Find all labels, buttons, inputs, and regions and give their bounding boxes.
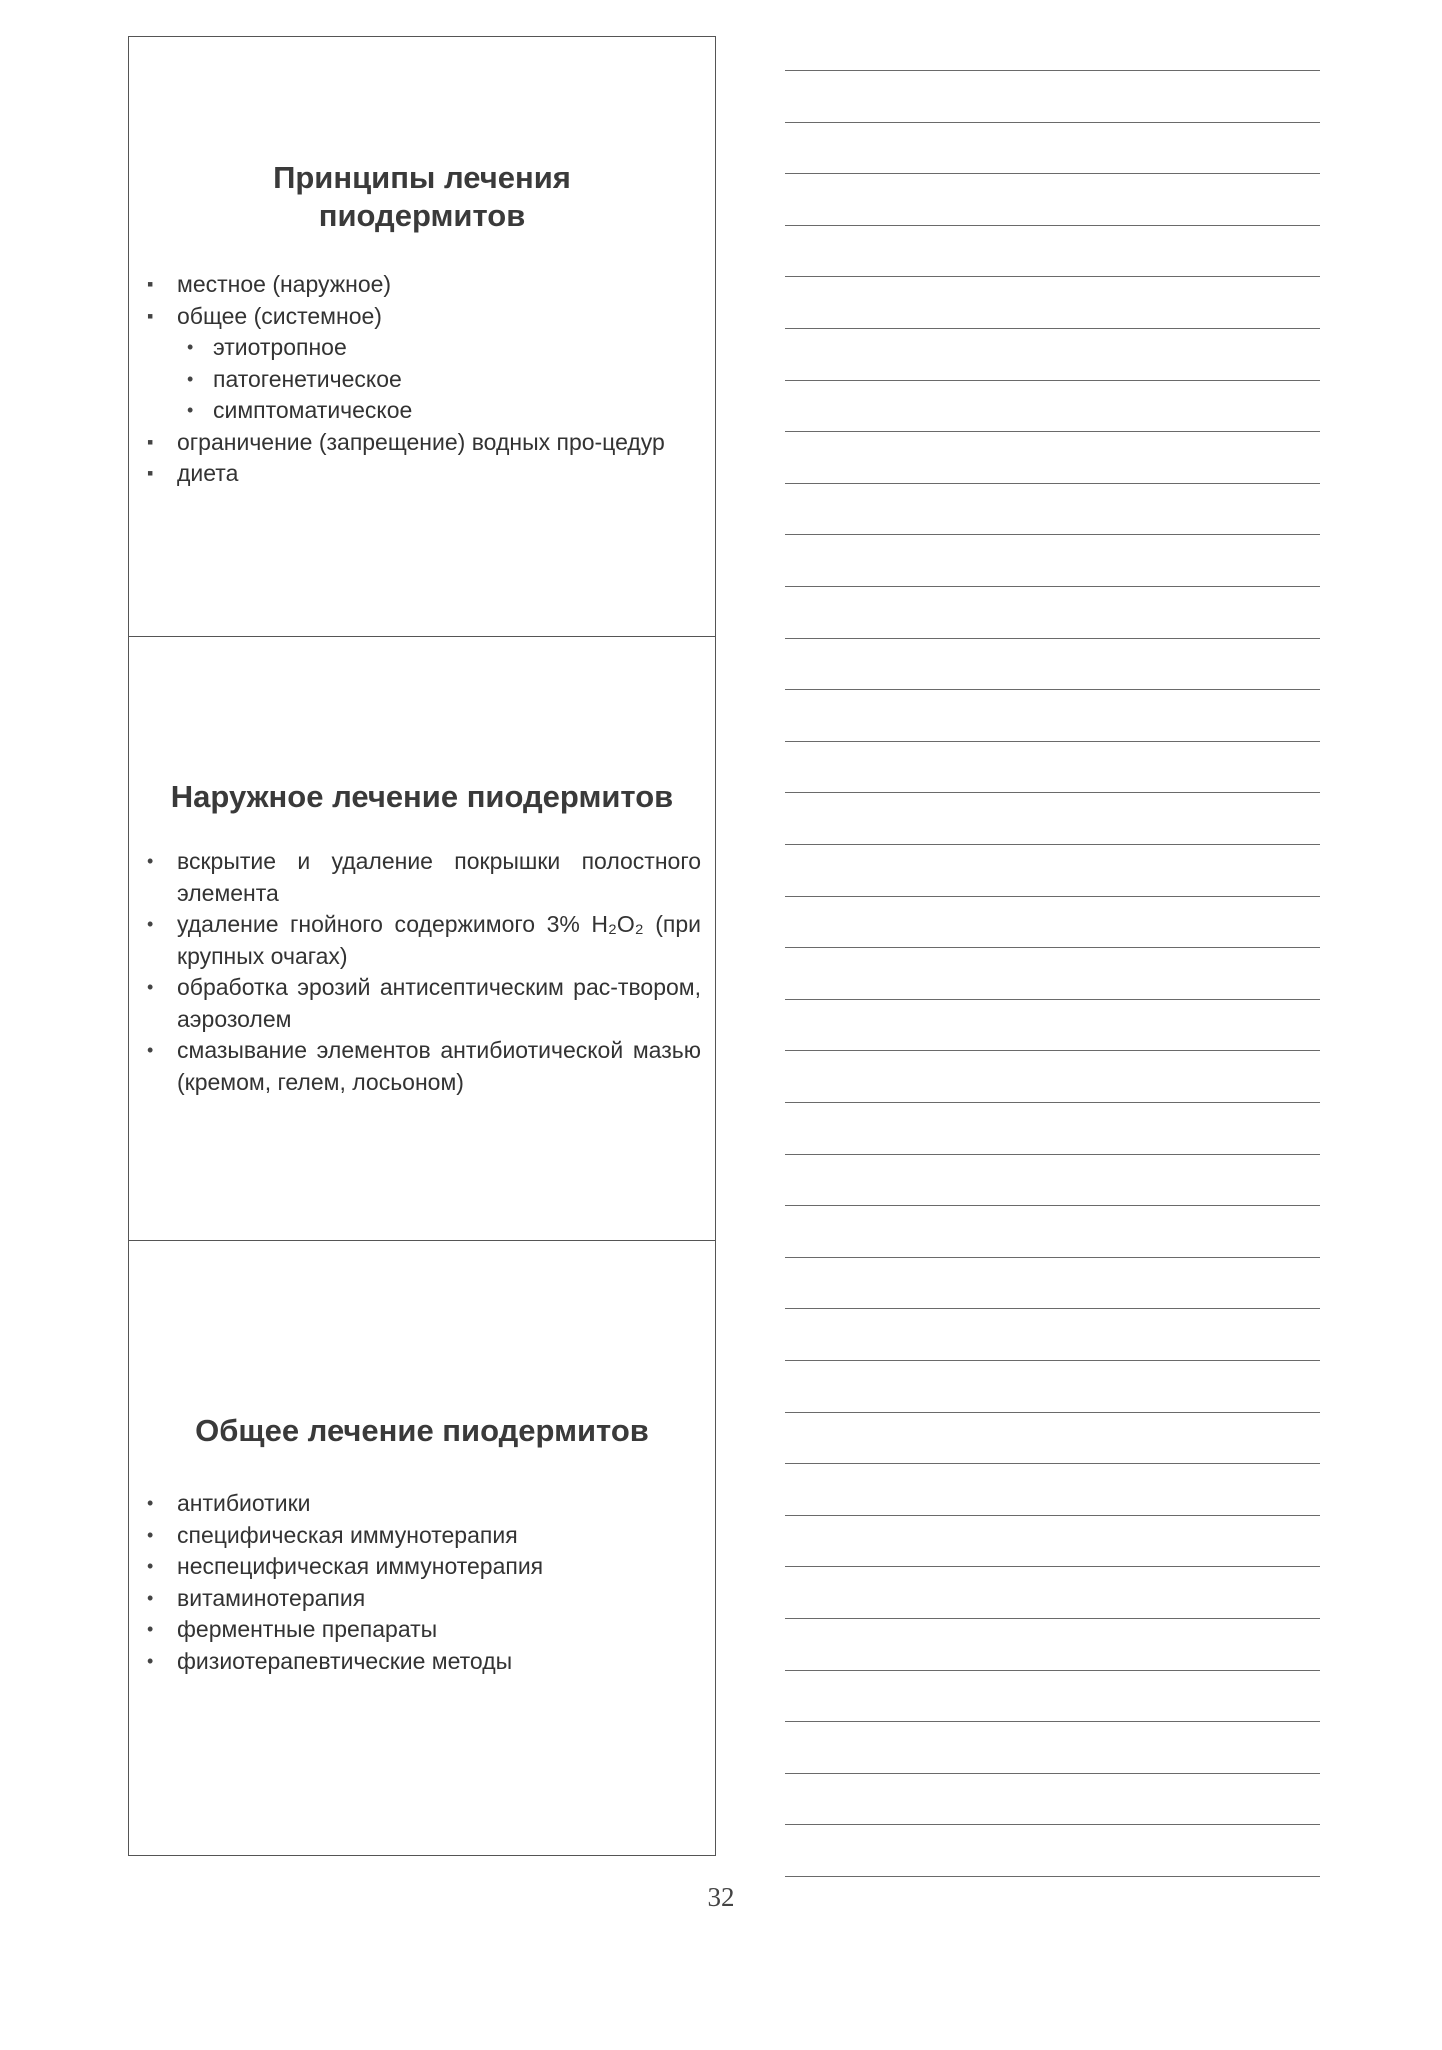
- list-item-text: специфическая иммунотерапия: [177, 1521, 518, 1548]
- list-item-text: местное (наружное): [177, 271, 392, 297]
- dot-bullet-icon: •: [187, 368, 194, 389]
- ruled-line: [785, 1618, 1320, 1619]
- list-item: [147, 1488, 701, 1520]
- list-item-text: антибиотики: [177, 1490, 311, 1516]
- square-bullet-icon: ▪: [147, 463, 154, 483]
- ruled-line: [785, 844, 1320, 845]
- ruled-line: [785, 1102, 1320, 1103]
- list-item: [147, 269, 701, 301]
- sub-list: [177, 332, 701, 427]
- ruled-line: [785, 328, 1320, 329]
- list-item-text: общее (системное): [177, 302, 382, 329]
- slide-topical-treatment: [128, 636, 716, 1242]
- dot-bullet-icon: •: [147, 1619, 154, 1639]
- list-item-text: диета: [177, 460, 239, 486]
- dot-bullet-icon: •: [147, 977, 154, 997]
- ruled-line: [785, 741, 1320, 742]
- list-item-text: смазывание элементов антибиотической мазью (кремом, гелем, лосьоном): [177, 1037, 701, 1095]
- list-item: [147, 1551, 701, 1583]
- ruled-line: [785, 1308, 1320, 1309]
- list-item: [147, 1646, 701, 1678]
- list-item-text: физиотерапевтические методы: [177, 1647, 513, 1674]
- ruled-line: [785, 276, 1320, 277]
- list-item: [147, 458, 701, 490]
- ruled-line: [785, 70, 1320, 71]
- ruled-line: [785, 225, 1320, 226]
- sub-list-item: [177, 364, 701, 396]
- dot-bullet-icon: •: [147, 1556, 154, 1576]
- square-bullet-icon: ▪: [147, 305, 154, 326]
- list-item-text: удаление гнойного содержимого 3% H₂O₂ (при крупных очагах): [177, 911, 701, 969]
- sub-item-text: патогенетическое: [213, 365, 402, 392]
- square-bullet-icon: ▪: [147, 274, 154, 294]
- ruled-line: [785, 792, 1320, 793]
- list-item-text: ферментные препараты: [177, 1616, 438, 1642]
- list-item-text: ограничение (запрещение) водных про-цедур: [177, 428, 665, 455]
- slide-systemic-treatment: [128, 1240, 716, 1856]
- dot-bullet-icon: •: [147, 1524, 154, 1545]
- slide-title: Принципы лечения пиодермитов: [273, 160, 571, 233]
- ruled-line: [785, 431, 1320, 432]
- list-item: [147, 301, 701, 427]
- square-bullet-icon: ▪: [147, 431, 154, 452]
- list-item: [147, 1583, 701, 1615]
- dot-bullet-icon: •: [147, 851, 154, 871]
- ruled-line: [785, 1360, 1320, 1361]
- sub-item-text: этиотропное: [213, 334, 347, 360]
- list-item: [147, 1614, 701, 1646]
- ruled-line: [785, 689, 1320, 690]
- ruled-line: [785, 947, 1320, 948]
- slide-title: Общее лечение пиодермитов: [195, 1413, 649, 1448]
- bullet-list: [147, 846, 701, 1098]
- list-item: [147, 972, 701, 1035]
- list-item: [147, 1520, 701, 1552]
- ruled-line: [785, 1515, 1320, 1516]
- ruled-line: [785, 173, 1320, 174]
- list-item: [147, 1035, 701, 1098]
- list-item-text: вскрытие и удаление покрышки полостного элемента: [177, 848, 701, 906]
- ruled-line: [785, 1154, 1320, 1155]
- list-item-text: неспецифическая иммунотерапия: [177, 1553, 544, 1579]
- ruled-line: [785, 1205, 1320, 1206]
- list-item-text: обработка эрозий антисептическим рас-твором, аэрозолем: [177, 974, 701, 1032]
- sub-item-text: симптоматическое: [213, 397, 413, 423]
- ruled-line: [785, 483, 1320, 484]
- ruled-line: [785, 999, 1320, 1000]
- list-item: [147, 427, 701, 459]
- bullet-list: [147, 269, 701, 490]
- sub-list-item: [177, 332, 701, 364]
- list-item: [147, 909, 701, 972]
- ruled-line: [785, 586, 1320, 587]
- list-item-text: витаминотерапия: [177, 1584, 366, 1611]
- page-number: 32: [707, 1882, 735, 1912]
- note-lines: [785, 0, 1320, 2050]
- ruled-line: [785, 534, 1320, 535]
- ruled-line: [785, 1721, 1320, 1722]
- list-item: [147, 846, 701, 909]
- ruled-line: [785, 1463, 1320, 1464]
- ruled-line: [785, 1050, 1320, 1051]
- ruled-line: [785, 380, 1320, 381]
- dot-bullet-icon: •: [187, 400, 194, 420]
- dot-bullet-icon: •: [147, 1650, 154, 1671]
- bullet-list: [147, 1488, 701, 1677]
- dot-bullet-icon: •: [147, 1587, 154, 1608]
- ruled-line: [785, 1824, 1320, 1825]
- sub-list-item: [177, 395, 701, 427]
- ruled-line: [785, 1566, 1320, 1567]
- slide-principles: [128, 36, 716, 638]
- ruled-line: [785, 122, 1320, 123]
- ruled-line: [785, 1257, 1320, 1258]
- slide-title: Наружное лечение пиодермитов: [170, 779, 674, 814]
- ruled-line: [785, 1412, 1320, 1413]
- ruled-line: [785, 896, 1320, 897]
- dot-bullet-icon: •: [147, 1493, 154, 1513]
- ruled-line: [785, 638, 1320, 639]
- ruled-line: [785, 1670, 1320, 1671]
- dot-bullet-icon: •: [147, 1040, 154, 1060]
- ruled-line: [785, 1876, 1320, 1877]
- dot-bullet-icon: •: [147, 914, 154, 934]
- dot-bullet-icon: •: [187, 337, 194, 357]
- ruled-line: [785, 1773, 1320, 1774]
